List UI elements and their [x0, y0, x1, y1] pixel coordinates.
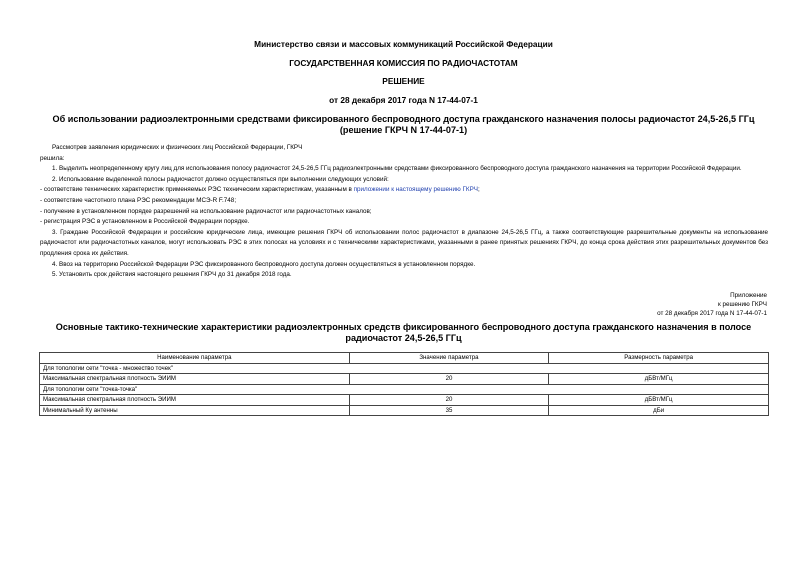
condition-1-end: ; — [477, 186, 480, 194]
document-body — [40, 143, 768, 281]
paragraph-5: 5. Установить срок действия настоящего решения ГКРЧ до 31 декабря 2018 года. — [52, 271, 292, 279]
paragraph-3: 3. Граждане Российской Федерации и российские юридические лица, имеющие решения ГКРЧ об использовании полос радиочастот в диапазоне 24,5-26,5 ГГц, а также соответствующие разрешительные документы на использование радиочастот или радиочастотных каналов, могут использовать РЭС в этих полосах на условиях и с техническими характеристиками, указанными в ранее принятых решениях ГКРЧ, до конца срока действия этих разрешительных документов без продления срока их действия. — [40, 228, 768, 257]
document-title: Об использовании радиоэлектронными средствами фиксированного беспроводного доступа гражданского назначения полосы радиочастот 24,5-26,5 ГГц (решение ГКРЧ N 17-44-07-1) — [52, 114, 755, 135]
table-section-row — [40, 384, 769, 395]
parameter-name: Минимальный Ку антенны — [40, 405, 350, 416]
appendix-header — [657, 291, 767, 319]
table-section-row — [40, 363, 769, 374]
condition-1 — [40, 185, 768, 196]
appendix-ref: к решению ГКРЧ — [717, 301, 767, 309]
table-row — [40, 405, 769, 416]
appendix-title: Основные тактико-технические характеристики радиоэлектронных средств фиксированного беспроводного доступа гражданского назначения в полосе радиочастот 24,5-26,5 ГГц — [55, 322, 752, 343]
appendix-date-number: от 28 декабря 2017 года N 17-44-07-1 — [657, 310, 767, 318]
intro-paragraph: Рассмотрев заявления юридических и физических лиц Российской Федерации, ГКРЧ — [52, 144, 303, 151]
parameter-value: 35 — [349, 405, 549, 416]
table-row — [40, 374, 769, 385]
commission-heading: ГОСУДАРСТВЕННАЯ КОМИССИЯ ПО РАДИОЧАСТОТАМ — [289, 58, 518, 68]
condition-2: - соответствие частотного плана РЭС рекомендации МСЭ-R F.748; — [40, 196, 237, 204]
parameter-unit: дБВт/МГц — [549, 374, 769, 385]
table-header-row — [40, 353, 769, 364]
document-type: РЕШЕНИЕ — [382, 76, 425, 86]
characteristics-table — [39, 352, 769, 416]
decided-label: решила: — [40, 154, 65, 162]
parameter-unit: дБи — [549, 405, 769, 416]
parameter-value: 20 — [349, 374, 549, 385]
column-header: Наименование параметра — [40, 353, 350, 364]
appendix-link[interactable]: приложении к настоящему решению ГКРЧ — [353, 186, 478, 194]
column-header: Размерность параметра — [549, 353, 769, 364]
parameter-value: 20 — [349, 395, 549, 406]
condition-4: - регистрация РЭС в установленном в Российской Федерации порядке. — [40, 218, 250, 226]
table-row — [40, 395, 769, 406]
condition-3: - получение в установленном порядке разрешений на использование радиочастот или радиочастотных каналов; — [40, 207, 372, 215]
paragraph-1: 1. Выделить неопределенному кругу лиц для использования полосу радиочастот 24,5-26,5 ГГц радиоэлектронными средствами фиксированного беспроводного доступа гражданского назначения на территории Российской Федерации. — [52, 165, 742, 173]
paragraph-4: 4. Ввоз на территорию Российской Федерации РЭС фиксированного беспроводного доступа должен осуществляться в установленном порядке. — [52, 260, 476, 268]
appendix-label: Приложение — [730, 292, 767, 299]
ministry-heading: Министерство связи и массовых коммуникаций Российской Федерации — [254, 39, 553, 49]
parameter-name: Максимальная спектральная плотность ЭИИМ — [40, 374, 350, 385]
condition-1-text: - соответствие технических характеристик применяемых РЭС техническим характеристикам, указанным в — [40, 186, 354, 194]
parameter-unit: дБВт/МГц — [549, 395, 769, 406]
column-header: Значение параметра — [349, 353, 549, 364]
parameter-name: Максимальная спектральная плотность ЭИИМ — [40, 395, 350, 406]
document-date-number: от 28 декабря 2017 года N 17-44-07-1 — [329, 95, 478, 105]
section-label: Для топологии сети "точка-точка" — [40, 384, 769, 395]
section-label: Для топологии сети "точка - множество точек" — [40, 363, 769, 374]
paragraph-2: 2. Использование выделенной полосы радиочастот должно осуществляться при выполнении следующих условий: — [52, 175, 389, 183]
